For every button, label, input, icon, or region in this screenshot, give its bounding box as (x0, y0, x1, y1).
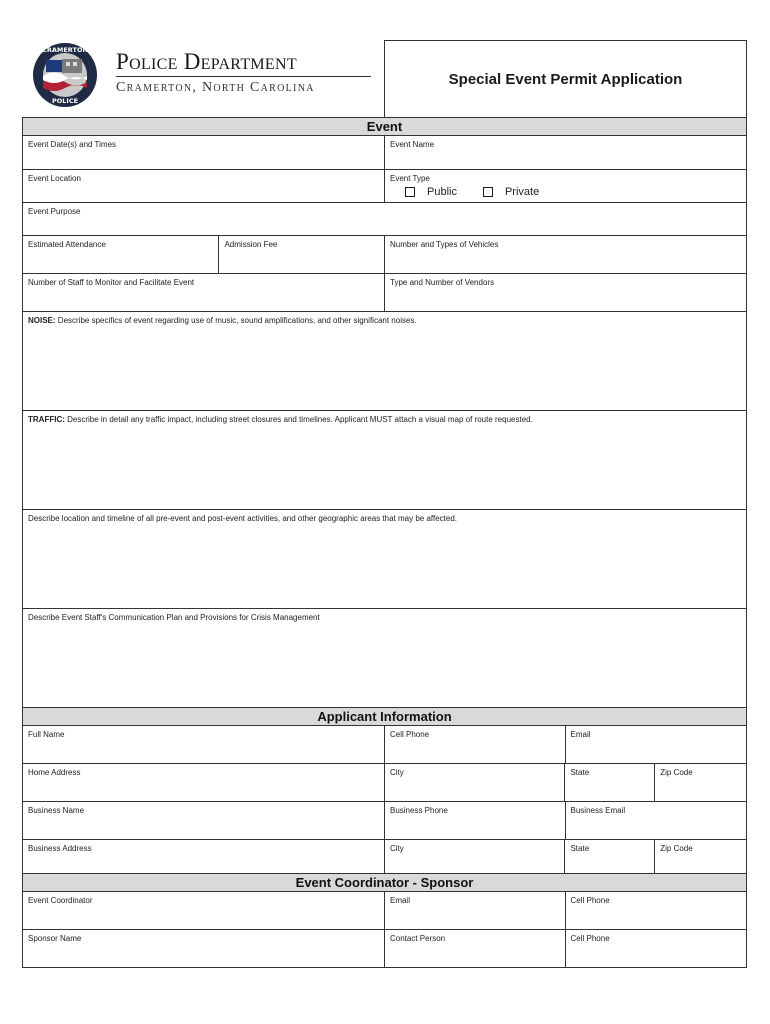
field-label: Event Coordinator (28, 896, 93, 905)
noise-field[interactable] (23, 312, 746, 410)
coordinator-cell-phone-field[interactable] (565, 892, 747, 929)
vehicles-field[interactable] (384, 236, 746, 273)
form-title: Special Event Permit Application (448, 70, 683, 88)
event-type-field (384, 170, 746, 202)
form-header (22, 40, 747, 117)
field-label: Contact Person (389, 934, 446, 943)
logo-text-bottom: POLICE (51, 97, 79, 105)
business-email-field[interactable] (565, 802, 747, 839)
field-label: Email (389, 896, 410, 905)
sponsor-name-field[interactable] (23, 930, 384, 967)
field-label: Type and Number of Vendors (390, 278, 495, 287)
field-label: Business Phone (389, 806, 448, 815)
checkbox-box (405, 187, 415, 197)
logo-text-top: CRAMERTON (42, 46, 88, 54)
field-label: Zip Code (660, 768, 693, 777)
pre-post-event-field[interactable] (23, 510, 746, 608)
field-label: Event Date(s) and Times (28, 140, 117, 149)
coordinator-email-field[interactable] (384, 892, 565, 929)
sponsor-cell-phone-field[interactable] (565, 930, 747, 967)
checkbox-label: Public (427, 186, 457, 198)
department-block (116, 50, 371, 96)
field-label: Describe Event Staff's Communication Plan and Provisions for Crisis Management (28, 613, 320, 622)
section-applicant: Applicant Information (23, 707, 746, 725)
city-field[interactable] (384, 764, 565, 801)
field-label: Event Location (28, 174, 81, 183)
zip-code-field[interactable] (654, 764, 746, 801)
field-label: Event Name (390, 140, 435, 149)
home-address-field[interactable] (23, 764, 384, 801)
field-label: Number of Staff to Monitor and Facilitate Event (28, 278, 195, 287)
field-label: Full Name (28, 730, 65, 739)
form-title-box (384, 40, 747, 117)
field-label: Cell Phone (570, 934, 610, 943)
business-state-field[interactable] (564, 840, 654, 873)
form-table (22, 117, 747, 968)
admission-fee-field[interactable] (218, 236, 384, 273)
communication-plan-field[interactable] (23, 609, 746, 707)
business-address-field[interactable] (23, 840, 384, 873)
noise-label: NOISE: (28, 316, 56, 325)
field-label: Describe location and timeline of all pre-event and post-event activities, and other geographic areas that may be affected. (28, 514, 457, 523)
field-label: Event Type (390, 174, 430, 183)
field-label: Email (570, 730, 591, 739)
permit-form-page (22, 40, 747, 968)
private-checkbox[interactable] (483, 186, 539, 198)
field-label: State (570, 844, 590, 853)
event-purpose-field[interactable] (23, 203, 746, 235)
field-label: Cell Phone (389, 730, 430, 739)
field-label: Business Name (28, 806, 85, 815)
traffic-field[interactable] (23, 411, 746, 509)
checkbox-label: Private (504, 186, 540, 198)
business-name-field[interactable] (23, 802, 384, 839)
field-label: Home Address (28, 768, 81, 777)
field-label: Number and Types of Vehicles (390, 240, 499, 249)
section-event: Event (23, 117, 746, 135)
public-checkbox[interactable] (405, 186, 457, 198)
estimated-attendance-field[interactable] (23, 236, 218, 273)
email-field[interactable] (565, 726, 747, 763)
business-phone-field[interactable] (384, 802, 565, 839)
field-label: Event Purpose (28, 207, 81, 216)
contact-person-field[interactable] (384, 930, 565, 967)
field-label: State (570, 768, 590, 777)
vendors-field[interactable] (384, 274, 746, 311)
event-name-field[interactable] (384, 136, 746, 169)
noise-description: Describe specifics of event regarding use of music, sound amplifications, and other significant noises. (55, 316, 417, 325)
staff-count-field[interactable] (23, 274, 384, 311)
field-label: Zip Code (660, 844, 693, 853)
checkbox-box (483, 187, 493, 197)
event-location-field[interactable] (23, 170, 384, 202)
field-label: City (389, 768, 404, 777)
event-dates-field[interactable] (23, 136, 384, 169)
business-zip-field[interactable] (654, 840, 746, 873)
event-coordinator-field[interactable] (23, 892, 384, 929)
police-badge-logo (32, 42, 98, 108)
cell-phone-field[interactable] (384, 726, 565, 763)
traffic-description: Describe in detail any traffic impact, including street closures and timelines. Applicant MUST attach a visual map of route requested. (64, 415, 533, 424)
field-label: Cell Phone (570, 896, 610, 905)
field-label: Business Email (570, 806, 626, 815)
department-location: Cramerton, North Carolina (116, 80, 315, 95)
full-name-field[interactable] (23, 726, 384, 763)
business-city-field[interactable] (384, 840, 565, 873)
section-coordinator: Event Coordinator - Sponsor (23, 873, 746, 891)
field-label: Business Address (28, 844, 92, 853)
department-title: Police Department (116, 50, 371, 77)
field-label: City (389, 844, 404, 853)
field-label: Estimated Attendance (28, 240, 106, 249)
field-label: Sponsor Name (28, 934, 82, 943)
field-label: Admission Fee (224, 240, 278, 249)
traffic-label: TRAFFIC: (28, 415, 65, 424)
state-field[interactable] (564, 764, 654, 801)
